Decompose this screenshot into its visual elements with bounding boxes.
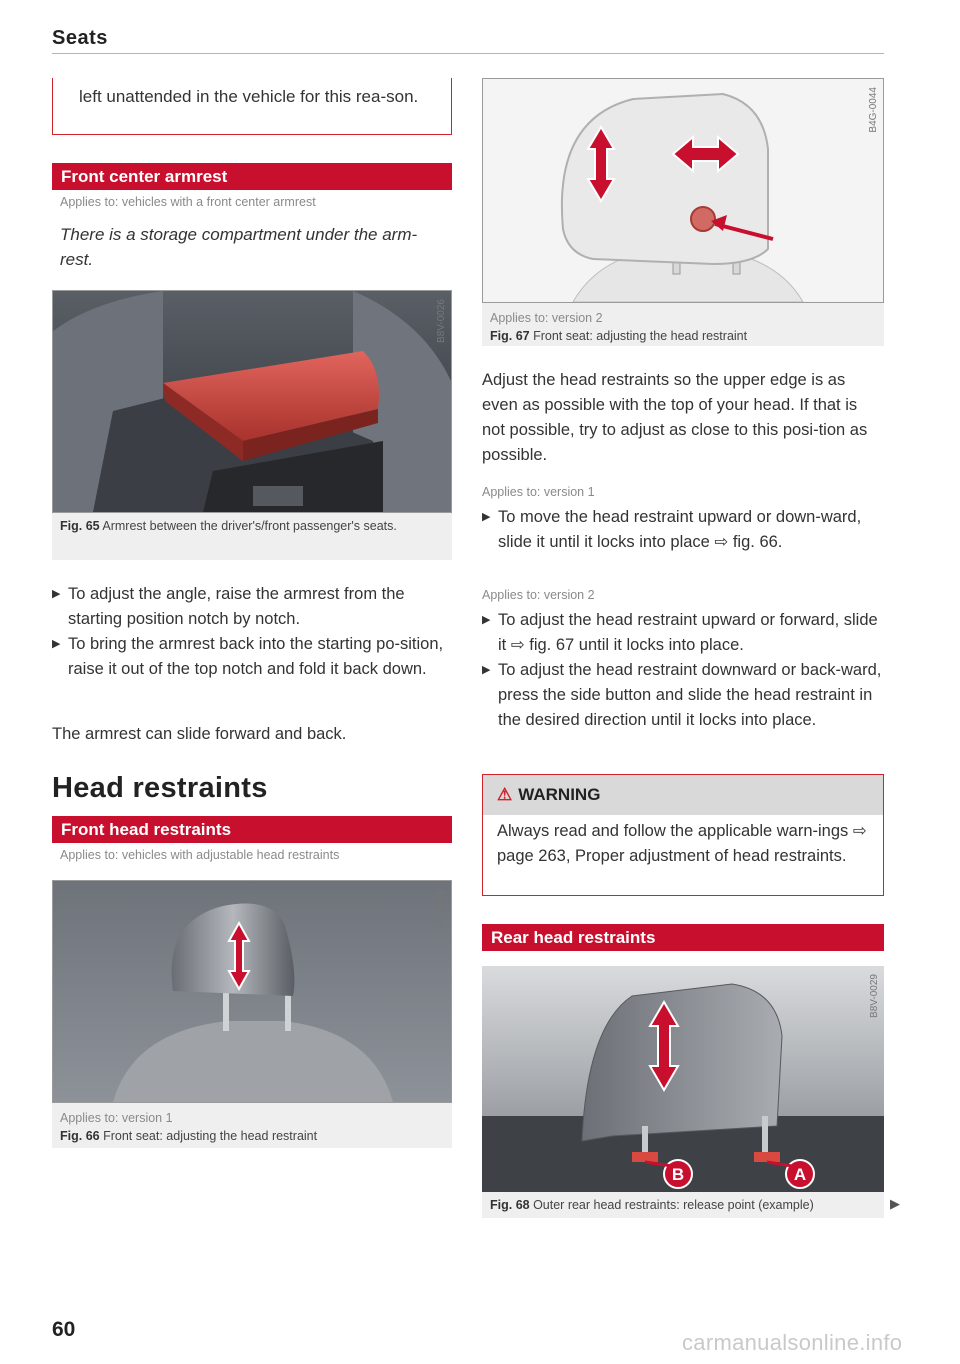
list-item: ▶ To move the head restraint upward or down-ward, slide it until it locks into place ⇨ fig. 66. bbox=[482, 505, 884, 555]
version1-bullets bbox=[482, 505, 884, 555]
label-a: A bbox=[793, 1165, 807, 1184]
label-b: B bbox=[671, 1165, 685, 1184]
fig68-label: Fig. 68 bbox=[490, 1198, 530, 1212]
figure-rear-head-restraints bbox=[482, 966, 884, 1192]
note-text: left unattended in the vehicle for this rea-son. bbox=[79, 87, 419, 106]
bullet-triangle-icon: ▶ bbox=[482, 614, 491, 626]
version1-applies: Applies to: version 1 bbox=[482, 485, 595, 499]
fig67-version: Applies to: version 2 bbox=[490, 311, 603, 325]
front-head-restraints-heading: Front head restraints bbox=[52, 816, 452, 843]
fig-code-65: B8V-0026 bbox=[436, 299, 447, 343]
warning-header bbox=[483, 775, 883, 815]
armrest-closing: The armrest can slide forward and back. bbox=[52, 725, 347, 743]
note-continuation bbox=[52, 78, 452, 135]
fig65-label: Fig. 65 bbox=[60, 519, 100, 533]
front-head-applies: Applies to: vehicles with adjustable head restraints bbox=[60, 848, 340, 862]
armrest-intro: There is a storage compartment under the arm-rest. bbox=[60, 225, 418, 269]
fig66-caption: Front seat: adjusting the head restraint bbox=[103, 1129, 318, 1143]
caption-fig65 bbox=[52, 513, 452, 560]
caption-fig68 bbox=[482, 1192, 884, 1218]
fig66-version: Applies to: version 1 bbox=[60, 1111, 173, 1125]
armrest-illustration bbox=[53, 291, 451, 512]
page-number: 60 bbox=[52, 1318, 76, 1341]
fig-code-66: B8V-0028 bbox=[436, 889, 447, 933]
header-rule bbox=[52, 53, 884, 54]
fig67-caption: Front seat: adjusting the head restraint bbox=[533, 329, 748, 343]
bullet-triangle-icon: ▶ bbox=[52, 588, 61, 600]
warning-box bbox=[482, 774, 884, 896]
warning-triangle-icon: ⚠ bbox=[497, 785, 513, 804]
head-restraints-title: Head restraints bbox=[52, 772, 268, 804]
warning-text: Always read and follow the applicable warn-ings ⇨ page 263, Proper adjustment of head restraints. bbox=[497, 822, 867, 865]
fig-code-68: B8V-0029 bbox=[869, 974, 880, 1018]
list-item: ▶ To adjust the head restraint downward or back-ward, press the side button and slide the head restraint in the desired direction until it locks into place. bbox=[482, 658, 884, 733]
fig67-label: Fig. 67 bbox=[490, 329, 530, 343]
fig-code-67: B4G-0044 bbox=[868, 87, 879, 133]
list-item: ▶ To adjust the angle, raise the armrest from the starting position notch by notch. bbox=[52, 582, 452, 632]
figure-front-head-restraint-v2 bbox=[482, 78, 884, 303]
version2-bullets bbox=[482, 608, 884, 733]
version2-applies: Applies to: version 2 bbox=[482, 588, 595, 602]
rear-head-restraint-illustration bbox=[482, 966, 884, 1192]
caption-fig66 bbox=[52, 1103, 452, 1148]
figure-front-head-restraint-v1 bbox=[52, 880, 452, 1103]
rear-head-restraints-heading: Rear head restraints bbox=[482, 924, 884, 951]
warning-title: WARNING bbox=[518, 785, 601, 804]
section-header: Seats bbox=[52, 27, 108, 49]
fig65-caption: Armrest between the driver's/front passenger's seats. bbox=[102, 519, 397, 533]
adjust-paragraph: Adjust the head restraints so the upper edge is as even as possible with the top of your head. If that is not possible, try to adjust as close to this posi-tion as possible. bbox=[482, 371, 868, 464]
list-item: ▶ To bring the armrest back into the starting po-sition, raise it out of the top notch and fold it back down. bbox=[52, 632, 452, 682]
head-restraint-v2-illustration bbox=[483, 79, 883, 302]
caption-fig67 bbox=[482, 303, 884, 346]
watermark: carmanualsonline.info bbox=[682, 1330, 903, 1355]
list-item: ▶ To adjust the head restraint upward or forward, slide it ⇨ fig. 67 until it locks into place. bbox=[482, 608, 884, 658]
armrest-applies: Applies to: vehicles with a front center armrest bbox=[60, 195, 316, 209]
bullet-triangle-icon: ▶ bbox=[52, 638, 61, 650]
bullet-triangle-icon: ▶ bbox=[482, 664, 491, 676]
armrest-heading: Front center armrest bbox=[52, 163, 452, 190]
figure-armrest bbox=[52, 290, 452, 513]
armrest-bullets bbox=[52, 582, 452, 682]
head-restraint-v1-illustration bbox=[53, 881, 451, 1102]
fig66-label: Fig. 66 bbox=[60, 1129, 100, 1143]
fig68-caption: Outer rear head restraints: release point (example) bbox=[533, 1198, 814, 1212]
continue-arrow-icon: ▶ bbox=[890, 1196, 900, 1211]
bullet-triangle-icon: ▶ bbox=[482, 511, 491, 523]
